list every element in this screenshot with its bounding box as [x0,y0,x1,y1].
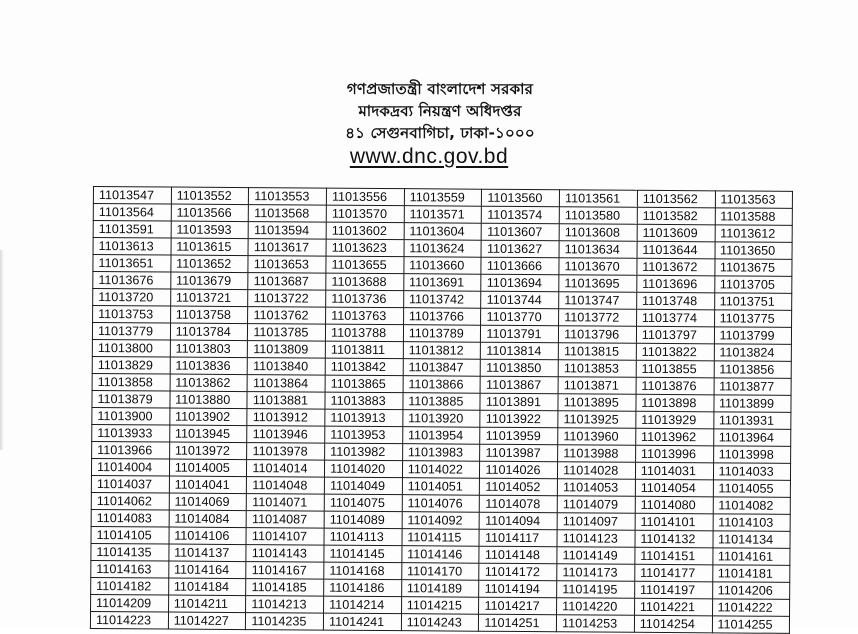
table-cell: 11013672 [637,258,715,276]
table-cell: 11013862 [170,374,248,392]
table-cell: 11014031 [635,462,713,480]
table-cell: 11014117 [479,529,557,547]
table-cell: 11014028 [558,462,636,480]
table-cell: 11014106 [169,527,247,545]
table-cell: 11014053 [557,479,635,497]
table-cell: 11014054 [635,479,713,497]
table-cell: 11014041 [169,476,247,494]
table-cell: 11013789 [403,325,481,343]
table-cell: 11013627 [481,240,559,258]
table-cell: 11014211 [168,595,246,613]
table-cell: 11013964 [713,429,791,447]
table-cell: 11013920 [403,410,481,428]
table-cell: 11013788 [325,324,403,342]
table-cell: 11013983 [402,444,480,462]
table-cell: 11014213 [246,596,324,614]
table-cell: 11013753 [93,306,171,324]
table-cell: 11014020 [325,460,403,478]
table-cell: 11013864 [247,375,325,393]
table-cell: 11013853 [558,360,636,378]
table-cell: 11014184 [168,578,246,596]
table-cell: 11014113 [324,528,402,546]
table-cell: 11013582 [637,207,715,225]
table-cell: 11014135 [91,543,169,561]
table-cell: 11013867 [481,376,559,394]
table-cell: 11013814 [481,342,559,360]
table-cell: 11013966 [92,441,170,459]
header-website: www.dnc.gov.bd [349,145,509,168]
table-cell: 11013566 [171,204,249,222]
header-government-line: গণপ্রজাতন্ত্রী বাংলাদেশ সরকার [346,80,534,98]
table-cell: 11014220 [557,598,635,616]
table-cell: 11013933 [92,424,170,442]
table-cell: 11013594 [249,222,327,240]
document-header [0,78,858,170]
table-cell: 11013799 [714,327,792,345]
table-cell: 11014223 [90,611,168,629]
table-cell: 11013900 [92,407,170,425]
table-cell: 11013996 [635,445,713,463]
table-cell: 11014049 [324,477,402,495]
table-cell: 11013568 [249,205,327,223]
table-cell: 11014146 [402,546,480,564]
table-cell: 11013562 [637,190,715,208]
table-cell: 11013855 [636,360,714,378]
table-cell: 11013829 [92,356,170,374]
table-cell: 11013623 [326,239,404,257]
table-cell: 11013694 [481,274,559,292]
table-cell: 11013762 [248,307,326,325]
table-cell: 11014103 [713,514,791,532]
table-cell: 11013763 [326,307,404,325]
table-cell: 11013800 [92,339,170,357]
table-cell: 11013588 [715,208,793,226]
table-cell: 11013547 [93,187,171,205]
table-cell: 11013563 [715,191,793,209]
table-cell: 11013612 [715,225,793,243]
table-cell: 11014087 [246,511,324,529]
table-cell: 11014062 [91,492,169,510]
table-cell: 11013913 [325,409,403,427]
table-cell: 11013651 [93,255,171,273]
table-cell: 11014083 [91,509,169,527]
table-cell: 11013902 [170,408,248,426]
table-cell: 11014143 [246,545,324,563]
table-cell: 11014089 [324,511,402,529]
table-cell: 11013960 [558,428,636,446]
table-cell: 11014115 [402,529,480,547]
table-cell: 11014177 [635,564,713,582]
roll-number-table-body [90,187,792,634]
table-cell: 11013850 [481,359,559,377]
table-cell: 11014182 [91,577,169,595]
table-cell: 11014076 [402,495,480,513]
scan-edge-shadow [0,250,4,450]
table-cell: 11014181 [712,565,790,583]
table-cell: 11013791 [481,325,559,343]
table-cell: 11013722 [248,290,326,308]
table-cell: 11014163 [91,560,169,578]
table-cell: 11014145 [324,545,402,563]
table-cell: 11014132 [635,530,713,548]
table-cell: 11013751 [714,293,792,311]
table-cell: 11013842 [325,358,403,376]
table-cell: 11014005 [169,459,247,477]
table-cell: 11013929 [636,411,714,429]
table-cell: 11013721 [170,289,248,307]
table-cell: 11013552 [171,187,249,205]
table-cell: 11013742 [403,291,481,309]
table-cell: 11013871 [558,377,636,395]
table-cell: 11013824 [714,344,792,362]
table-cell: 11013770 [481,308,559,326]
table-cell: 11014189 [401,580,479,598]
table-cell: 11013602 [326,222,404,240]
table-cell: 11013561 [559,190,637,208]
table-cell: 11014075 [324,494,402,512]
table-cell: 11013988 [558,445,636,463]
table-cell: 11014173 [557,564,635,582]
table-cell: 11013895 [558,394,636,412]
table-cell: 11013691 [404,274,482,292]
table-cell: 11013553 [249,188,327,206]
table-cell: 11013580 [559,207,637,225]
table-cell: 11014134 [712,531,790,549]
table-cell: 11013670 [559,258,637,276]
table-cell: 11013593 [171,221,249,239]
table-cell: 11013899 [713,395,791,413]
table-cell: 11013705 [714,276,792,294]
table-cell: 11013822 [636,343,714,361]
table-cell: 11013655 [326,256,404,274]
roll-number-table [90,186,793,634]
table-cell: 11013866 [403,376,481,394]
table-cell: 11013962 [636,428,714,446]
table-cell: 11014206 [712,582,790,600]
table-cell: 11013607 [482,223,560,241]
table-cell: 11014052 [480,478,558,496]
table-cell: 11014209 [91,594,169,612]
table-cell: 11013856 [714,361,792,379]
table-cell: 11013775 [714,310,792,328]
table-cell: 11013688 [326,273,404,291]
table-cell: 11014194 [479,580,557,598]
table-cell: 11013972 [169,442,247,460]
table-cell: 11013652 [171,255,249,273]
table-cell: 11014137 [169,544,247,562]
table-cell: 11014079 [557,496,635,514]
table-cell: 11014168 [324,562,402,580]
table-cell: 11013840 [248,358,326,376]
table-cell: 11013747 [559,292,637,310]
table-cell: 11013679 [170,272,248,290]
table-cell: 11013945 [169,425,247,443]
table-cell: 11014253 [557,615,635,633]
table-cell: 11013560 [482,189,560,207]
table-cell: 11013796 [559,326,637,344]
table-cell: 11013881 [247,392,325,410]
table-cell: 11013617 [248,239,326,257]
table-cell: 11014161 [712,548,790,566]
table-cell: 11013998 [713,446,791,464]
table-cell: 11013644 [637,241,715,259]
table-cell: 11014227 [168,612,246,630]
table-cell: 11013865 [325,375,403,393]
table-cell: 11013675 [714,259,792,277]
roll-number-table-wrapper [90,186,793,634]
table-cell: 11013570 [326,205,404,223]
table-cell: 11014151 [635,547,713,565]
table-cell: 11013847 [403,359,481,377]
table-cell: 11013785 [248,324,326,342]
table-cell: 11013624 [404,240,482,258]
table-cell: 11013803 [170,340,248,358]
table-cell: 11013744 [481,291,559,309]
table-cell: 11013922 [480,410,558,428]
table-cell: 11014037 [91,475,169,493]
table-cell: 11013687 [248,273,326,291]
table-cell: 11014164 [168,561,246,579]
table-cell: 11014172 [479,563,557,581]
table-cell: 11014221 [634,598,712,616]
table-cell: 11014105 [91,526,169,544]
table-cell: 11013574 [482,206,560,224]
table-cell: 11014107 [246,528,324,546]
table-cell: 11013815 [558,343,636,361]
table-cell: 11013748 [636,292,714,310]
table-cell: 11013858 [92,373,170,391]
table-cell: 11014097 [557,513,635,531]
table-cell: 11013891 [480,393,558,411]
table-cell: 11013772 [559,309,637,327]
table-cell: 11013879 [92,390,170,408]
table-cell: 11014243 [401,614,479,632]
table-cell: 11013954 [402,427,480,445]
table-cell: 11014094 [480,512,558,530]
table-cell: 11013591 [93,221,171,239]
table-cell: 11014167 [246,562,324,580]
table-cell: 11014222 [712,599,790,617]
table-cell: 11013809 [248,341,326,359]
table-cell: 11013877 [714,378,792,396]
table-cell: 11014185 [246,579,324,597]
table-cell: 11013564 [93,204,171,222]
header-department-line: মাদকদ্রব্য নিয়ন্ত্রণ অধিদপ্তর [358,102,522,120]
table-cell: 11013880 [170,391,248,409]
table-cell: 11014254 [634,615,712,633]
table-cell: 11014033 [713,463,791,481]
table-cell: 11013953 [325,426,403,444]
table-cell: 11014170 [402,563,480,581]
table-cell: 11013608 [559,224,637,242]
table-cell: 11013720 [93,289,171,307]
table-cell: 11014048 [247,477,325,495]
table-cell: 11014235 [246,613,324,631]
table-cell: 11013615 [171,238,249,256]
table-cell: 11013784 [170,323,248,341]
table-cell: 11013836 [170,357,248,375]
table-cell: 11014026 [480,461,558,479]
table-cell: 11014092 [402,512,480,530]
table-cell: 11013912 [247,409,325,427]
table-cell: 11013811 [325,341,403,359]
table-cell: 11014123 [557,530,635,548]
table-cell: 11014084 [169,510,247,528]
table-cell: 11014195 [557,581,635,599]
table-cell: 11014186 [324,579,402,597]
table-cell: 11013774 [636,309,714,327]
header-address-line: ৪১ সেগুনবাগিচা, ঢাকা-১০০০ [345,124,535,142]
table-cell: 11013876 [636,377,714,395]
table-cell: 11014255 [712,616,790,634]
table-cell: 11014051 [402,478,480,496]
table-cell: 11013666 [481,257,559,275]
table-cell: 11013898 [636,394,714,412]
table-cell: 11013885 [403,393,481,411]
table-cell: 11013556 [326,188,404,206]
table-cell: 11013695 [559,275,637,293]
table-cell: 11014148 [479,546,557,564]
table-cell: 11014217 [479,597,557,615]
table-cell: 11013925 [558,411,636,429]
table-cell: 11013987 [480,444,558,462]
table-cell: 11013613 [93,238,171,256]
table-cell: 11014069 [169,493,247,511]
table-cell: 11014101 [635,513,713,531]
table-cell: 11013766 [403,308,481,326]
table-cell: 11014149 [557,547,635,565]
table-cell: 11013978 [247,443,325,461]
table-cell: 11014078 [480,495,558,513]
table-cell: 11013797 [636,326,714,344]
table-cell: 11014251 [479,614,557,632]
table-cell: 11014080 [635,496,713,514]
table-cell: 11013812 [403,342,481,360]
table-cell: 11013676 [93,272,171,290]
table-cell: 11013931 [713,412,791,430]
table-cell: 11014214 [324,596,402,614]
table-cell: 11014055 [713,480,791,498]
table-cell: 11013982 [325,443,403,461]
table-cell: 11013946 [247,426,325,444]
table-cell: 11013609 [637,224,715,242]
table-cell: 11014197 [634,581,712,599]
table-cell: 11013959 [480,427,558,445]
table-cell: 11013650 [715,242,793,260]
table-cell: 11013634 [559,241,637,259]
table-cell: 11013571 [404,206,482,224]
table-cell: 11014241 [323,613,401,631]
table-cell: 11013758 [170,306,248,324]
table-cell: 11014215 [401,597,479,615]
table-cell: 11013883 [325,392,403,410]
table-cell: 11013604 [404,223,482,241]
table-cell: 11013779 [92,323,170,341]
table-cell: 11014082 [713,497,791,515]
table-cell: 11014014 [247,460,325,478]
table-cell: 11013736 [326,290,404,308]
table-cell: 11014071 [247,494,325,512]
table-cell: 11013653 [248,256,326,274]
table-cell: 11013559 [404,189,482,207]
table-cell: 11013696 [637,275,715,293]
table-cell: 11014022 [402,461,480,479]
table-cell: 11013660 [404,257,482,275]
table-cell: 11014004 [91,458,169,476]
